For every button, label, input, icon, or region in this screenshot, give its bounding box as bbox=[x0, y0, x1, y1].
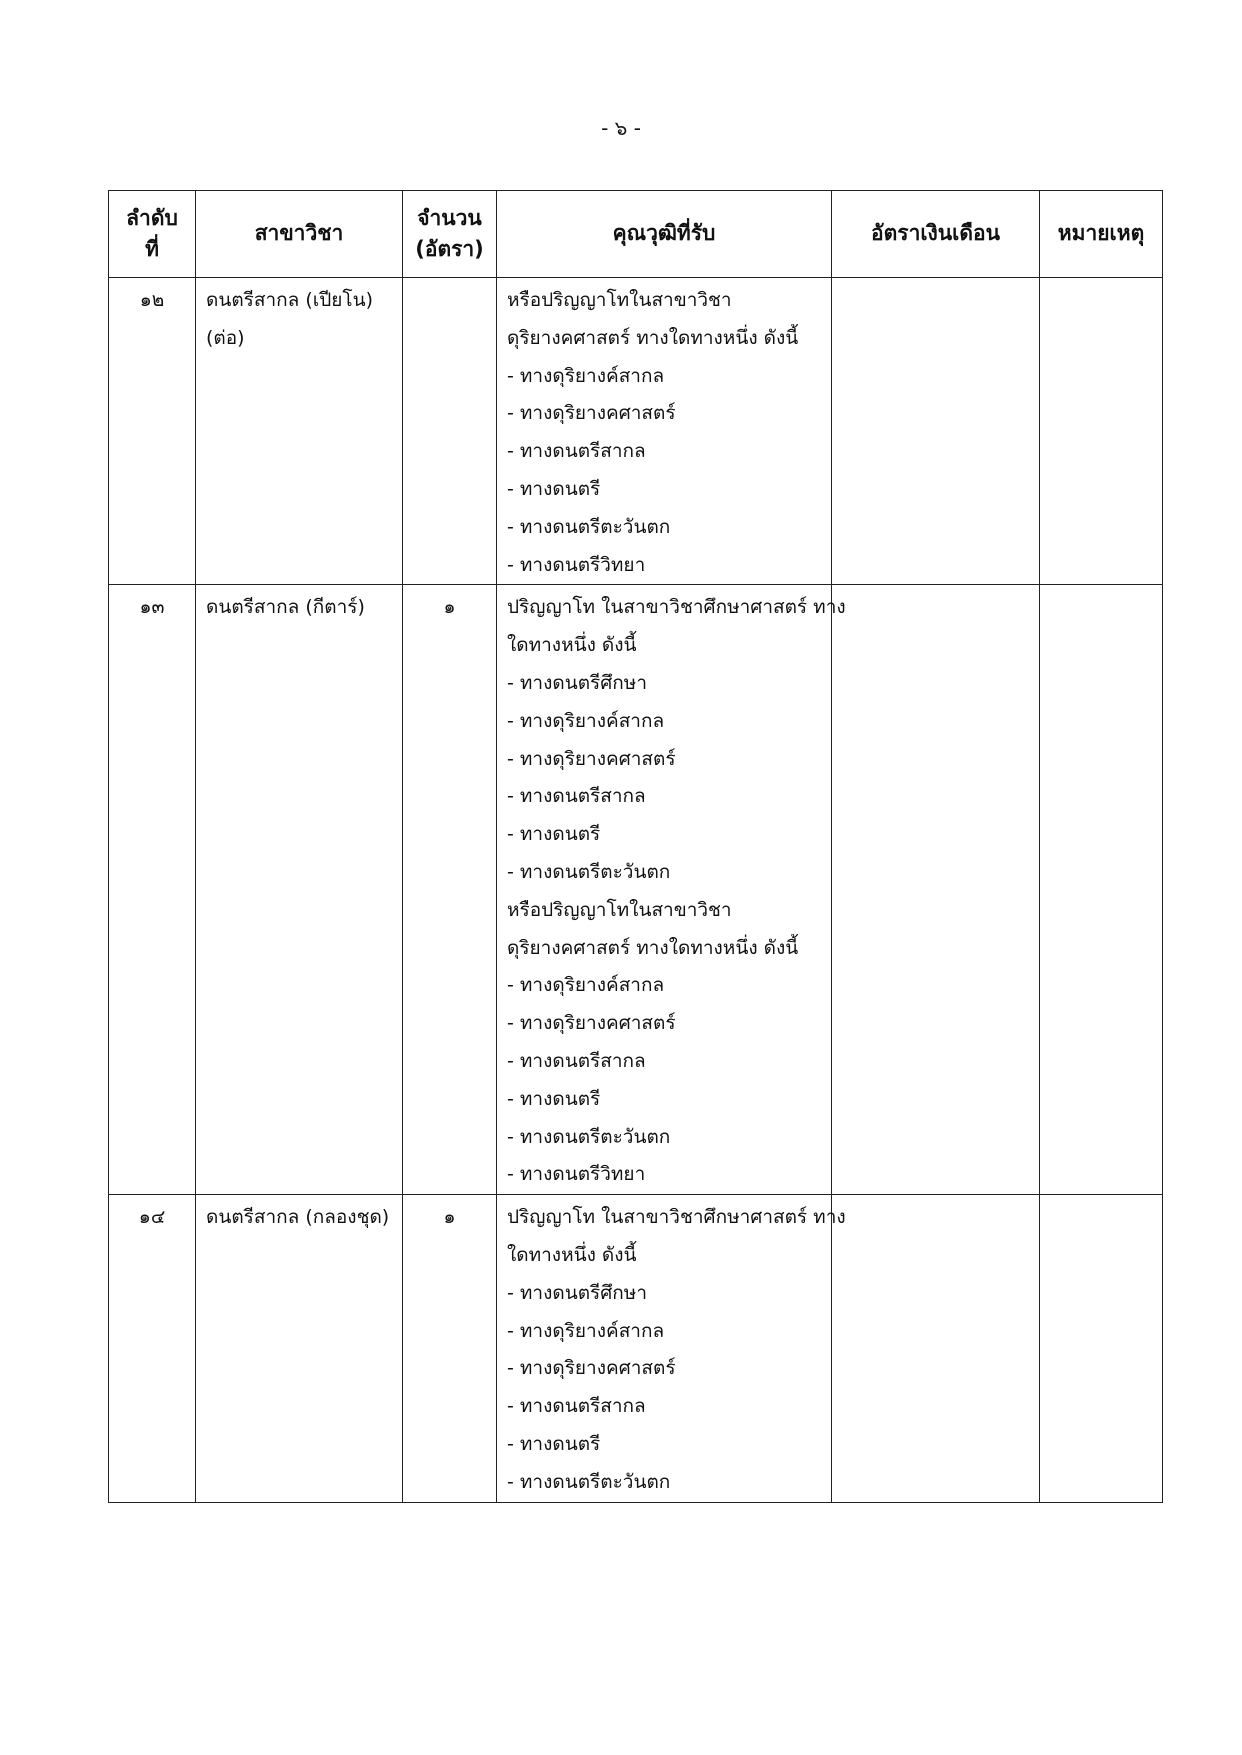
row-count-cell bbox=[403, 278, 497, 585]
table-row bbox=[109, 1195, 1163, 1502]
row-no-cell bbox=[109, 1195, 196, 1502]
row-count bbox=[413, 282, 486, 320]
row-remark-cell bbox=[1040, 1195, 1163, 1502]
row-subject-line: ดนตรีสากล (กลองชุด) bbox=[206, 1206, 390, 1229]
qualification-line: - ทางดุริยางค์สากล bbox=[507, 1319, 665, 1342]
qualification-table bbox=[108, 190, 1163, 1503]
header-count-line1: จำนวน bbox=[417, 205, 482, 230]
header-remark: หมายเหตุ bbox=[1040, 191, 1163, 278]
qualification-line: - ทางดุริยางคศาสตร์ bbox=[507, 1357, 676, 1380]
page-number: - ๖ - bbox=[601, 116, 641, 140]
header-subject: สาขาวิชา bbox=[196, 191, 403, 278]
qualification-line: - ทางดนตรี bbox=[507, 477, 601, 500]
row-subject-line: ดนตรีสากล (กีตาร์) bbox=[206, 596, 365, 619]
qualification-line: ปริญญาโท ในสาขาวิชาศึกษาศาสตร์ ทาง bbox=[507, 596, 846, 619]
qualification-line: - ทางดนตรีศึกษา bbox=[507, 671, 647, 694]
header-count bbox=[403, 191, 497, 278]
qualification-line: - ทางดุริยางค์สากล bbox=[507, 709, 665, 732]
qualification-line: - ทางดนตรี bbox=[507, 823, 601, 846]
qualification-line: - ทางดนตรี bbox=[507, 1432, 601, 1455]
qualification-line: - ทางดนตรีสากล bbox=[507, 440, 646, 463]
qualification-line: - ทางดนตรีตะวันตก bbox=[507, 1470, 671, 1493]
qualification-line: - ทางดนตรีตะวันตก bbox=[507, 515, 671, 538]
qualification-line: - ทางดุริยางค์สากล bbox=[507, 364, 665, 387]
qualification-line: ดุริยางคศาสตร์ ทางใดทางหนึ่ง ดังนี้ bbox=[507, 326, 799, 349]
header-qualification: คุณวุฒิที่รับ bbox=[497, 191, 832, 278]
qualification-line: - ทางดุริยางคศาสตร์ bbox=[507, 747, 676, 770]
header-count-line2: (อัตรา) bbox=[415, 237, 484, 261]
qualification-line: หรือปริญญาโทในสาขาวิชา bbox=[507, 898, 732, 921]
row-qualification-cell bbox=[497, 1195, 846, 1502]
qualification-line: - ทางดนตรีตะวันตก bbox=[507, 860, 671, 883]
row-remark-cell bbox=[1040, 278, 1163, 585]
row-subject-line: ดนตรีสากล (เปียโน) bbox=[206, 289, 374, 311]
header-no-line2: ที่ bbox=[145, 237, 159, 261]
qualification-line: หรือปริญญาโทในสาขาวิชา bbox=[507, 289, 732, 311]
qualification-line: - ทางดุริยางค์สากล bbox=[507, 974, 665, 997]
qualification-line: ดุริยางคศาสตร์ ทางใดทางหนึ่ง ดังนี้ bbox=[507, 936, 799, 959]
row-no-cell bbox=[109, 278, 196, 585]
qualification-line: - ทางดนตรี bbox=[507, 1087, 601, 1110]
row-count: ๑ bbox=[443, 1206, 456, 1229]
row-no: ๑๒ bbox=[139, 289, 165, 311]
qualification-line: ใดทางหนึ่ง ดังนี้ bbox=[507, 634, 637, 657]
row-qualification-cell bbox=[497, 278, 832, 585]
row-no: ๑๓ bbox=[139, 596, 165, 619]
header-salary: อัตราเงินเดือน bbox=[832, 191, 1040, 278]
table-row bbox=[109, 585, 1163, 1195]
row-no-cell bbox=[109, 585, 196, 1195]
row-remark-cell bbox=[1040, 585, 1163, 1195]
header-no bbox=[109, 191, 196, 278]
qualification-line: - ทางดนตรีสากล bbox=[507, 785, 646, 808]
table-header-row bbox=[109, 191, 1163, 278]
qualification-line: - ทางดนตรีสากล bbox=[507, 1395, 646, 1418]
row-subject-line: (ต่อ) bbox=[206, 326, 245, 349]
row-subject-cell bbox=[196, 1195, 403, 1502]
qualification-line: ใดทางหนึ่ง ดังนี้ bbox=[507, 1243, 637, 1266]
row-count-cell bbox=[403, 1195, 497, 1502]
qualification-line: - ทางดนตรีวิทยา bbox=[507, 1163, 646, 1186]
table-row bbox=[109, 278, 1163, 585]
qualification-line: - ทางดนตรีตะวันตก bbox=[507, 1125, 671, 1148]
row-qualification-cell bbox=[497, 585, 846, 1195]
row-count: ๑ bbox=[443, 596, 456, 619]
row-no: ๑๔ bbox=[138, 1206, 166, 1229]
row-count-cell bbox=[403, 585, 497, 1195]
row-salary-cell bbox=[832, 1195, 1040, 1502]
qualification-line: ปริญญาโท ในสาขาวิชาศึกษาศาสตร์ ทาง bbox=[507, 1206, 846, 1229]
header-no-line1: ลำดับ bbox=[126, 205, 178, 230]
qualification-line: - ทางดนตรีศึกษา bbox=[507, 1281, 647, 1304]
row-subject-cell bbox=[196, 278, 403, 585]
row-salary-cell bbox=[832, 585, 1040, 1195]
qualification-line: - ทางดนตรีสากล bbox=[507, 1049, 646, 1072]
row-salary-cell bbox=[832, 278, 1040, 585]
row-subject-cell bbox=[196, 585, 403, 1195]
qualification-line: - ทางดนตรีวิทยา bbox=[507, 553, 646, 576]
qualification-line: - ทางดุริยางคศาสตร์ bbox=[507, 402, 676, 425]
qualification-line: - ทางดุริยางคศาสตร์ bbox=[507, 1012, 676, 1035]
